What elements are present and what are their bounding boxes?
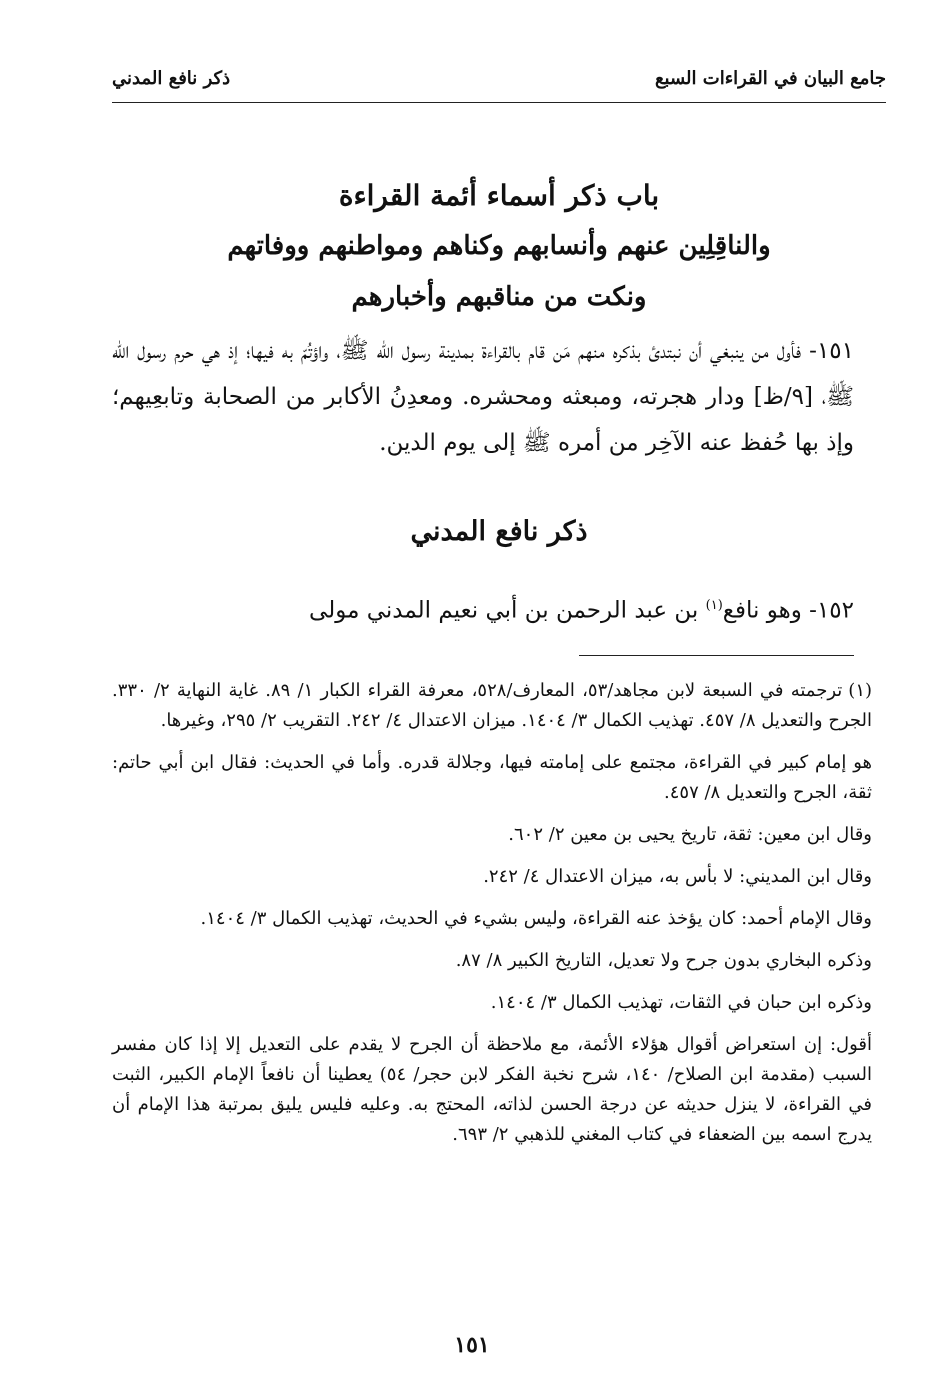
footnote-marker: (١) <box>848 680 873 701</box>
paragraph-151: ١٥١- فأول من ينبغي أن نبتدئ بذكره منهم مَن قام بالقراءة بمدينة رسول الله ﷺ، واؤتُمّ به فيها؛ إذ هي حرم رسول الله ﷺ، [٩/ظ] ودار هجرته، ومبعثه ومحشره. ومعدِنُ الأكابر من الصحابة وتابعِيهم؛ وإذ بها حُفظ عنه الآخِر من أمره ﷺ إلى يوم الدين. <box>112 338 854 456</box>
footnote-paragraph: وذكره البخاري بدون جرح ولا تعديل، التاريخ الكبير ٨/ ٨٧. <box>455 950 872 971</box>
header-book-title: جامع البيان في القراءات السبع <box>654 68 886 89</box>
footnote-paragraph: وقال ابن المديني: لا بأس به، ميزان الاعتدال ٤/ ٢٤٢. <box>483 866 872 887</box>
footnote-paragraph: وقال الإمام أحمد: كان يؤخذ عنه القراءة، وليس بشيء في الحديث، تهذيب الكمال ٣/ ١٤٠٤. <box>200 908 872 929</box>
footnotes <box>112 676 872 1162</box>
footnote-paragraph: أقول: إن استعراض أقوال هؤلاء الأئمة، مع ملاحظة أن الجرح لا يقدم على التعديل إلا إذا كان مفسر السبب (مقدمة ابن الصلاح/ ١٤٠، شرح نخبة الفكر لابن حجر/ ٥٤) يعطينا أن نافعاً الإمام الكبير، الثبت في القراءة، لا ينزل حديثه عن درجة الحسن لذاته، المحتج به. وعليه فليس يليق بمرتبة هذا الإمام أن يدرج اسمه بين الضعفاء في كتاب المغني للذهبي ٢/ ٦٩٣. <box>112 1034 872 1145</box>
header-section-title: ذكر نافع المدني <box>112 68 231 89</box>
chapter-heading <box>112 170 886 323</box>
page-number: ١٥١ <box>454 1332 490 1358</box>
footnote-paragraph: هو إمام كبير في القراءة، مجتمع على إمامته فيها، وجلالة قدره. وأما في الحديث: فقال ابن أبي حاتم: ثقة، الجرح والتعديل ٨/ ٤٥٧. <box>112 752 872 803</box>
paragraph-152-start: ١٥٢- وهو نافع <box>722 597 854 624</box>
footnote-reference[interactable]: (١) <box>705 598 723 613</box>
chapter-title-line-1: باب ذكر أسماء أئمة القراءة <box>338 179 660 212</box>
footnote-text: ترجمته في السبعة لابن مجاهد/٥٣، المعارف/٥٢٨، معرفة القراء الكبار ١/ ٨٩. غاية النهاية ٢/ ٣٣٠. الجرح والتعديل ٨/ ٤٥٧. تهذيب الكمال ٣/ ١٤٠٤. ميزان الاعتدال ٤/ ٢٤٢. التقريب ٢/ ٢٩٥، وغيرها. <box>112 680 872 731</box>
paragraph-152 <box>112 583 854 634</box>
chapter-title-line-3: ونكت من مناقبهم وأخبارهم <box>351 282 647 312</box>
footnote-divider <box>579 655 854 656</box>
section-heading: ذكر نافع المدني <box>410 516 588 547</box>
chapter-title-line-2: والناقِلِين عنهم وأنسابهم وكناهم ومواطنهم ووفاتهم <box>227 231 771 261</box>
footnote-paragraph: وذكره ابن حبان في الثقات، تهذيب الكمال ٣/ ١٤٠٤. <box>490 992 872 1013</box>
footnote-1 <box>112 676 872 736</box>
footnote-paragraph: وقال ابن معين: ثقة، تاريخ يحيى بن معين ٢/ ٦٠٢. <box>508 824 872 845</box>
paragraph-152-end: بن عبد الرحمن بن أبي نعيم المدني مولى <box>309 597 706 624</box>
running-header <box>112 62 886 103</box>
